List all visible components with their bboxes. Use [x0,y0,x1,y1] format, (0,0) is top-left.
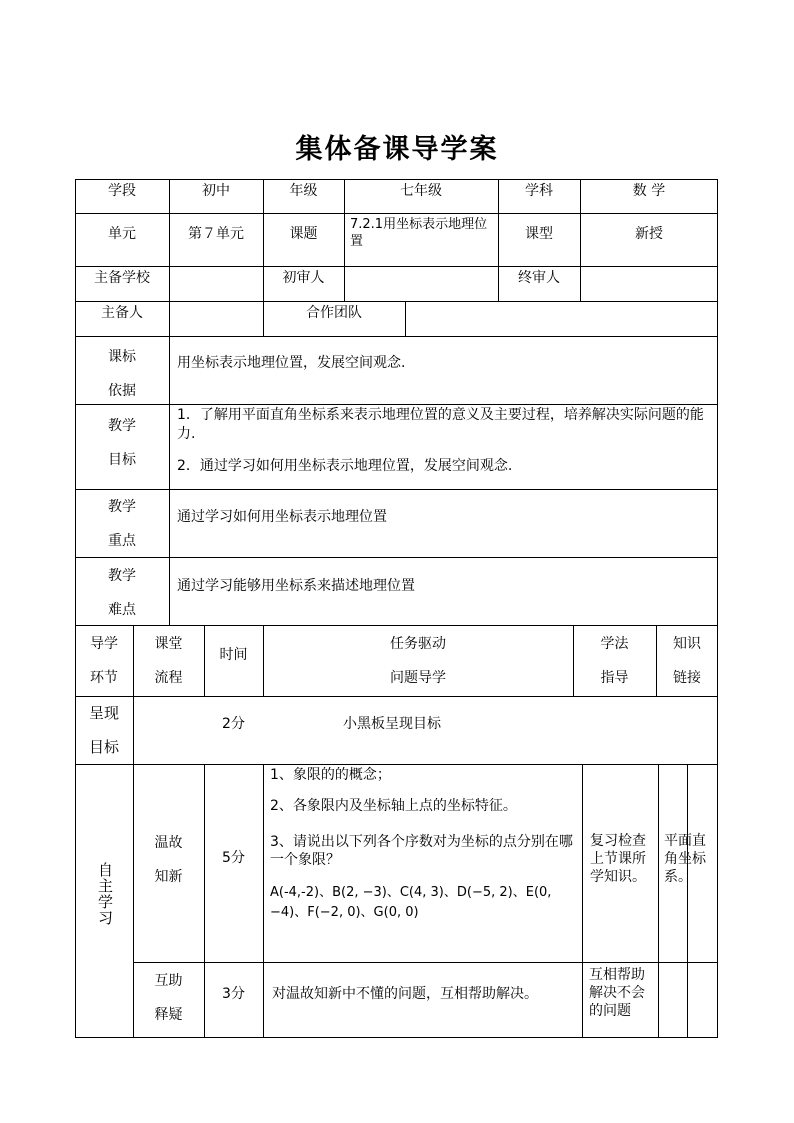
flow-header-time: 时间 [219,647,248,663]
present-task: 小黑板呈现目标 [343,716,441,732]
row-divider [133,962,718,963]
subject-label: 学科 [525,183,553,199]
unit-label: 单元 [108,226,136,242]
row-divider [75,696,718,697]
flow-header-stage: 导学 环节 [90,636,118,686]
col-divider [263,764,264,1038]
grade-value: 七年级 [400,183,442,199]
row-divider [75,625,718,626]
self-study-label: 自主学习 [96,862,114,926]
row-divider [75,336,718,337]
page-title: 集体备课导学案 [295,134,499,165]
lead-preparer-label: 主备人 [101,305,143,321]
team-label: 合作团队 [306,305,362,321]
mutual-time: 3分 [222,986,245,1002]
flow-header-method: 学法 指导 [600,636,629,686]
row-divider [75,404,718,405]
review-q1: 1、象限的的概念； [270,767,391,783]
subject-value: 数 学 [632,183,666,199]
topic-label: 课题 [289,226,318,242]
unit-value: 第７单元 [188,226,244,242]
flow-header-task: 任务驱动 问题导学 [390,636,446,686]
stage-value: 初中 [202,183,230,199]
present-time: 2分 [222,716,245,732]
goal-2: 2．通过学习如何用坐标表示地理位置，发展空间观念. [177,458,513,474]
goal-1: 1．了解用平面直角坐标系来表示地理位置的意义及主要过程，培养解决实际问题的能力. [177,407,704,442]
mutual-method: 互相帮助解决不会的问题 [589,967,645,1019]
basis-text: 用坐标表示地理位置，发展空间观念. [177,355,406,371]
col-divider [658,764,659,1038]
review-q2: 2、各象限内及坐标轴上点的坐标特征。 [270,798,517,814]
present-label: 呈现 目标 [88,704,119,756]
goals-label: 教学 目标 [108,418,136,468]
review-q3: 3、请说出以下列各个序数对为坐标的点分别在哪一个象限？ [270,834,573,868]
lead-school-label: 主备学校 [94,270,150,286]
review-q4: A(-4,-2)、B(2, −3)、C(4, 3)、D(−5, 2)、E(0, −4)、F(−2, 0)、G(0, 0) [270,885,552,920]
final-reviewer-label: 终审人 [518,270,560,286]
col-divider [169,301,170,336]
key-label: 教学 重点 [108,499,136,549]
topic-value: 7.2.1用坐标表示地理位置 [350,217,488,249]
stage-label: 学段 [108,183,136,199]
first-reviewer-label: 初审人 [282,270,325,286]
col-divider [133,696,134,764]
difficulty-text: 通过学习能够用坐标系来描述地理位置 [177,578,415,594]
review-knowledge-link: 平面直角坐标系。 [664,833,706,885]
row-divider [75,213,718,214]
review-time: 5分 [222,850,245,866]
lesson-type-label: 课型 [525,226,553,242]
basis-label: 课标 依据 [108,349,136,399]
row-divider [75,557,718,558]
col-divider [582,764,583,1038]
row-divider [75,266,718,267]
mutual-task: 对温故知新中不懂的问题，互相帮助解决。 [272,986,538,1002]
review-method: 复习检查上节课所学知识。 [590,833,646,885]
mutual-label: 互助 释疑 [154,973,183,1023]
difficulty-label: 教学 难点 [108,568,136,618]
row-divider [75,764,718,765]
review-label: 温故 知新 [154,835,183,885]
flow-header-process: 课堂 流程 [154,636,183,686]
col-divider [687,764,688,1038]
key-text: 通过学习如何用坐标表示地理位置 [177,509,387,525]
row-divider [75,489,718,490]
flow-header-link: 知识 链接 [673,636,701,686]
col-divider [169,336,170,625]
grade-label: 年级 [289,183,318,199]
row-divider [75,301,718,302]
lesson-type-value: 新授 [635,226,663,242]
col-divider [405,301,406,336]
